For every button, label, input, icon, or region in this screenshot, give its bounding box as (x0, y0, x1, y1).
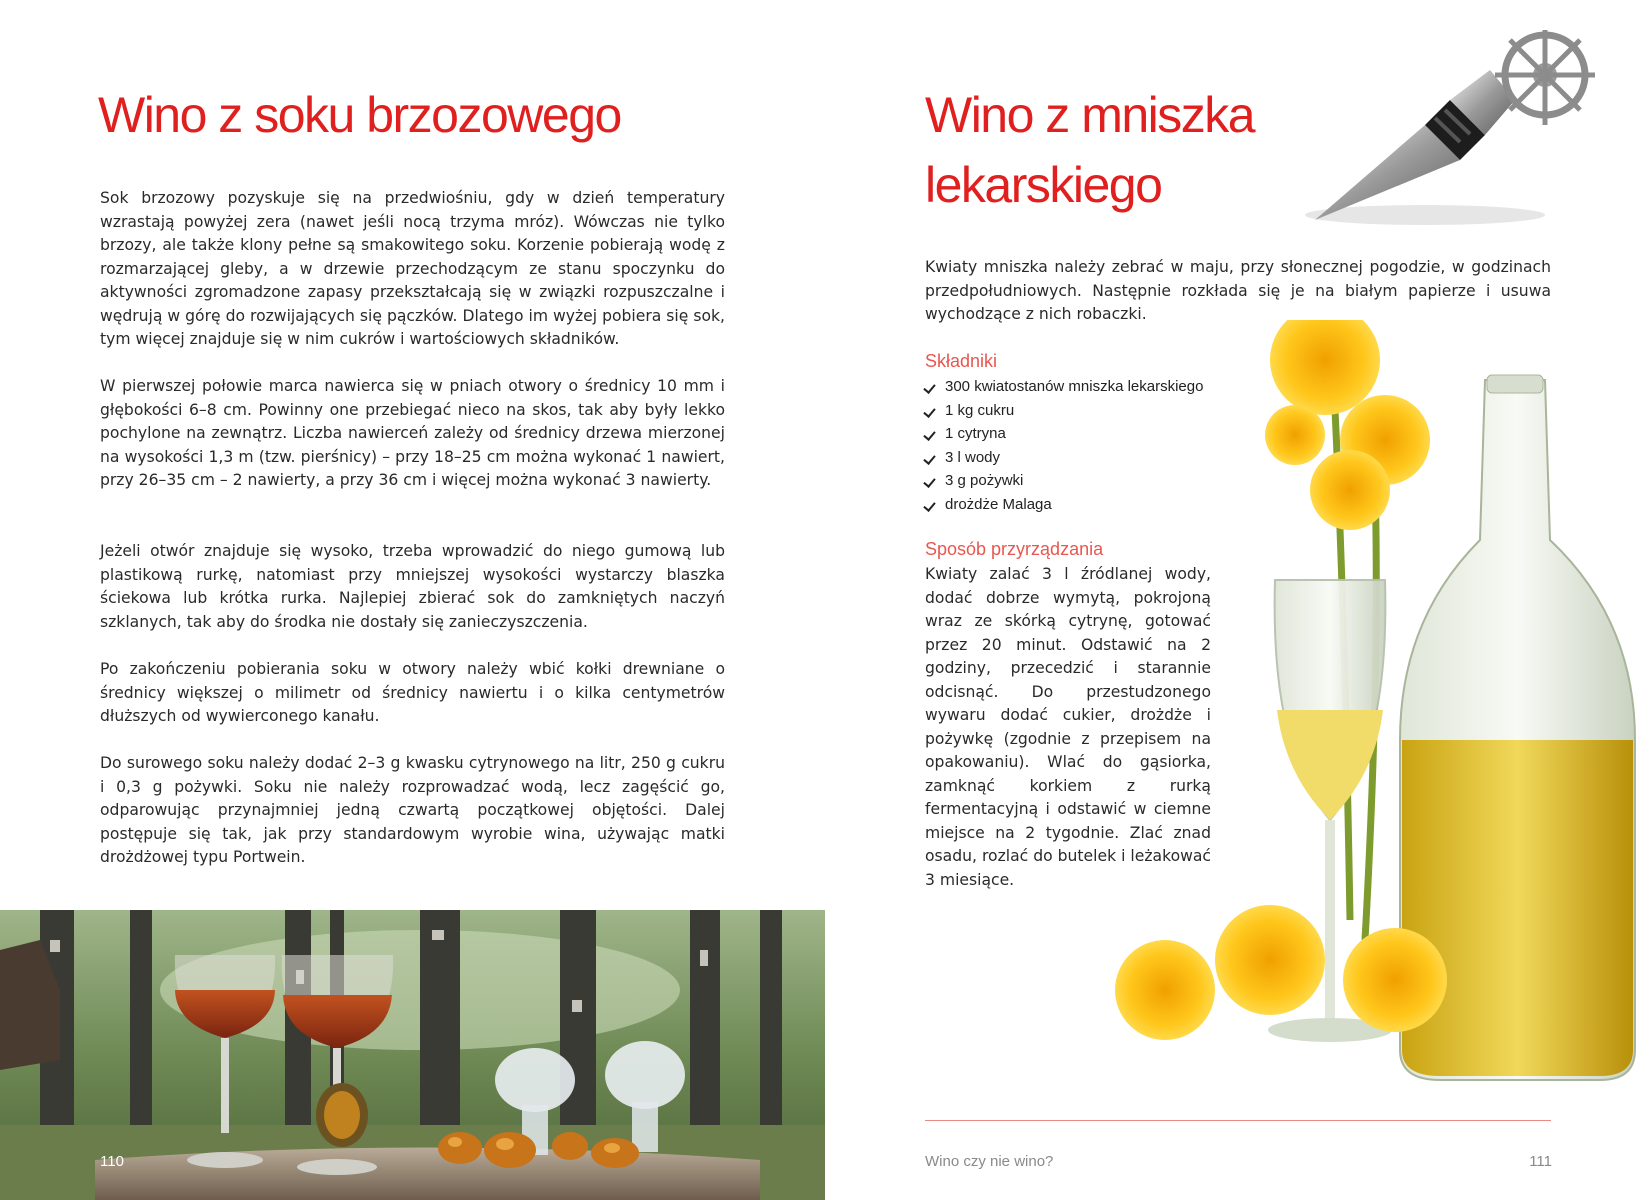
right-page (825, 0, 1650, 1200)
paragraph-2: W pierwszej połowie marca nawierca się w pniach otwory o średnicy 10 mm i głębokości 6–8 cm. Powinny one przebiegać nieco na skos, tak aby były lekko pochylone na zewnątrz. Liczba nawierceń zależy od średnicy drzewa mierzonej na wysokości 1,3 m (tzw. pierśnicy) – przy 18–25 cm można wykonać 1 nawiert, przy 26–35 cm – 2 nawierty, a przy 36 cm i więcej można wykonać 3 nawierty. (100, 377, 725, 489)
ingredients-heading: Składniki (925, 351, 998, 371)
page-title-birch-wine: Wino z soku brzozowego (98, 87, 621, 143)
page-title-dandelion-wine: Wino z mniszka lekarskiego (925, 87, 1255, 213)
paragraph-3: Jeżeli otwór znajduje się wysoko, trzeba wprowadzić do niego gumową lub plastikową rurkę, natomiast przy mniejszej wysokości wystarczy blaszka ściekowa lub krótka rurka. Najlepiej zbierać sok do zamkniętych naczyń szklanych, tak aby do środka nie dostały się zanieczyszczenia. (100, 542, 725, 631)
footer-divider (925, 1120, 1551, 1121)
method-paragraph: Kwiaty zalać 3 l źródlanej wody, dodać dobrze wymytą, pokrojoną wraz ze skórką cytrynę, gotować przez 20 minut. Odstawić na 2 godziny, przecedzić i starannie odcisnąć. Do przestudzonego wywaru dodać cukier, drożdże i pożywkę (zgodnie z przepisem na opakowaniu). Wlać do gąsiorka, zamknąć korkiem z rurką fermentacyjną i odstawić w ciemne miejsce na 2 tygodnie. Zlać znad osadu, rozlać do butelek i leżakować 3 miesiące. (925, 565, 1211, 889)
checkmark-icon (923, 405, 935, 418)
dandelion-wine-illustration (1095, 320, 1650, 1100)
checkmark-icon (923, 452, 935, 465)
ingredient-label: drożdże Malaga (945, 495, 1052, 513)
method-heading: Sposób przyrządzania (925, 539, 1104, 559)
checkmark-icon (923, 499, 935, 512)
running-title: Wino czy nie wino? (925, 1153, 1054, 1170)
ingredient-label: 3 l wody (945, 448, 1001, 466)
paragraph-4: Po zakończeniu pobierania soku w otwory należy wbić kołki drewniane o średnicy większej o milimetr od średnicy nawiertu i o kilka centymetrów dłuższych od wywierconego kanału. (100, 660, 725, 725)
paragraph-1: Sok brzozowy pozyskuje się na przedwiośniu, gdy w dzień temperatury wzrastają powyżej zera (nawet jeśli nocą trzyma mróz). Wówczas nie tylko brzozy, ale także klony pełne są smakowitego soku. Korzenie pobierają wodę z rozmarzającej gleby, a w drzewie przechodzącym ze stanu spoczynku do aktywności zgromadzone zapasy przekształcają się w związki rozpuszczalne i wędrują w górę do rozwijających się pączków. Dlatego im wyżej pobiera się sok, tym więcej znajduje się w nim cukrów i wartościowych składników. (100, 189, 725, 348)
ingredient-label: 300 kwiatostanów mniszka lekarskiego (945, 378, 1204, 395)
checkmark-icon (923, 381, 935, 394)
ingredient-label: 3 g pożywki (945, 472, 1024, 489)
ingredient-label: 1 cytryna (945, 425, 1006, 442)
page-number-left: 110 (100, 1153, 124, 1170)
checkmark-icon (923, 475, 935, 488)
intro-paragraph: Kwiaty mniszka należy zebrać w maju, przy słonecznej pogodzie, w godzinach przedpołudniowych. Następnie rozkłada się je na białym papierze i usuwa wychodzące z nich robaczki. (925, 258, 1551, 323)
ingredient-label: 1 kg cukru (945, 401, 1015, 419)
checkmark-icon (923, 428, 935, 441)
paragraph-5: Do surowego soku należy dodać 2–3 g kwasku cytrynowego na litr, 250 g cukru i 0,3 g pożywki. Soku nie należy rozprowadzać wodą, lecz zagęścić go, odparowując przynajmniej jedną czwartą początkowej objętości. Dalej postępuje się tak, jak przy standardowym wyrobie wina, używając matki drożdżowej typu Portwein. (100, 754, 725, 866)
page-number-right: 111 (1529, 1153, 1552, 1170)
dandelion-wine-image (1095, 320, 1650, 1100)
